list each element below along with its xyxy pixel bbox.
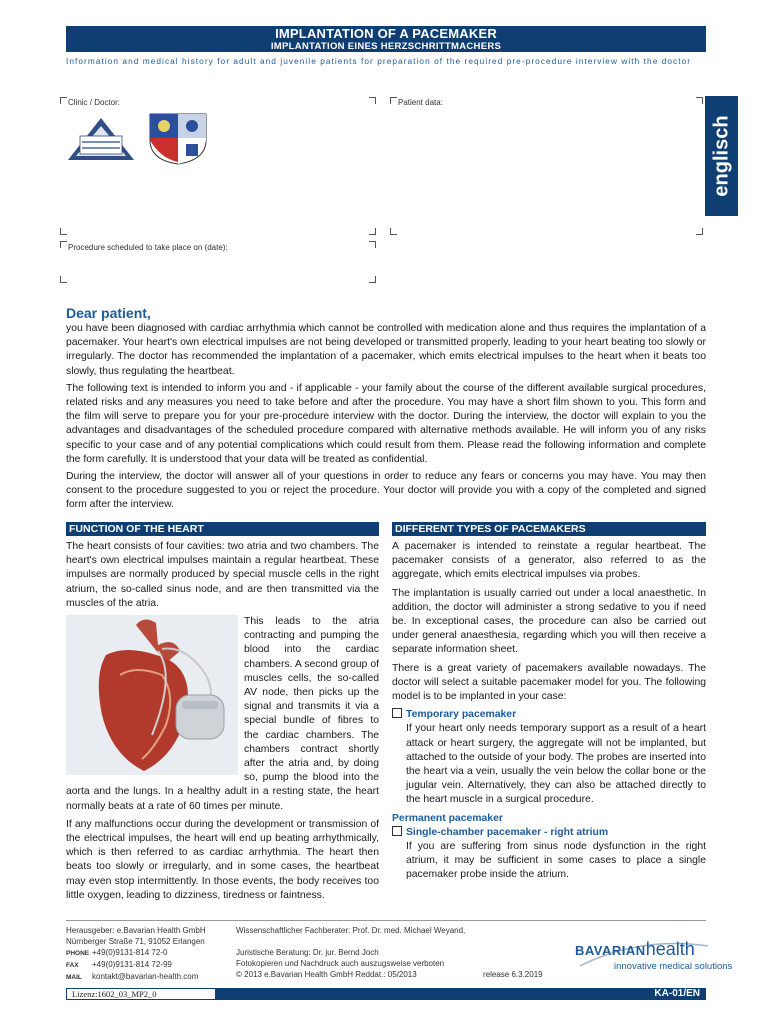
- mail-label: MAIL: [66, 974, 82, 981]
- field-corner: [60, 228, 67, 235]
- phone-label: PHONE: [66, 950, 90, 957]
- paragraph: A pacemaker is intended to reinstate a regular heartbeat. The pacemaker consists of a generator, also referred to as the aggregate, which emits electrical impulses via probes.: [392, 541, 706, 581]
- field-corner: [60, 97, 67, 104]
- brand-logo: [575, 939, 695, 960]
- copy-notice: Fotokopieren und Nachdruck auch auszugsweise verboten: [236, 959, 445, 968]
- intro-paragraph: During the interview, the doctor will answer all of your questions in order to reduce any fears or concerns you may have. You may then consent to the procedure suggested to you or reject the procedure. Your doctor will provide you with a copy of the completed and signed form after the interview.: [66, 471, 706, 511]
- title-banner: [66, 26, 706, 52]
- publisher-info: [66, 925, 226, 983]
- paragraph: If any malfunctions occur during the development or transmission of the electrical impulses, the heart will end up beating arrhythmically, which is then referred to as cardiac arrhythmia. The heart then beats too slowly or irregularly, and in some cases, the heartbeat may even stop intermittently. In those events, the body receives too little oxygen, leading to dizziness, tiredness or faintness.: [66, 818, 379, 901]
- section-heading-pacemakers: DIFFERENT TYPES OF PACEMAKERS: [392, 522, 706, 536]
- brand-name-a: BAVARIAN: [575, 943, 646, 958]
- paragraph: The heart consists of four cavities: two atria and two chambers. The heart's own electrical impulses maintain a regular heartbeat. These impulses are normally produced by special muscle cells in the right atrium, the so-called sinus node, and are then transmitted via the muscles of the atria.: [66, 541, 379, 609]
- mail-row: [66, 971, 226, 983]
- intro-paragraph: The following text is intended to inform you and - if applicable - your family about the course of the different available surgical procedures, related risks and any measures you need to take before and after the procedure. You may have a short film shown to you. This form and the film will serve to prepare you for your pre-procedure interview with the doctor. During the interview, the doctor will explain to you the advantages and disadvantages of the scheduled procedure compared with alternative methods available. He will inform you of any risks specific to your case and of any potential complications which could result from them. Please read the following information and complete the form carefully. It is understood that your data will be treated as confidential.: [66, 382, 706, 465]
- coat-of-arms-icon: [146, 110, 210, 166]
- heart-function-text: [66, 540, 379, 907]
- bottom-bar: [66, 988, 706, 1000]
- phone-row: [66, 947, 226, 959]
- fax-label: FAX: [66, 962, 79, 969]
- field-corner: [390, 228, 397, 235]
- scientific-advisor: Wissenschaftlicher Fachberater: Prof. Dr. med. Michael Weyand,: [236, 926, 466, 935]
- clinic-label: Clinic / Doctor:: [68, 98, 121, 107]
- option-single-chamber: [392, 826, 706, 840]
- release-date: release 6.3.2019: [483, 970, 543, 979]
- paragraph: There is a great variety of pacemakers available nowadays. The doctor will select a suitable pacemaker model for you. The following model is to be implanted in your case:: [392, 662, 706, 703]
- patient-label: Patient data:: [398, 98, 443, 107]
- license-code: Lizenz:1602_03_MP2_0: [66, 988, 216, 1000]
- pacemaker-types-text: [392, 540, 706, 887]
- fax-row: [66, 959, 226, 971]
- language-label: englisch: [710, 115, 732, 197]
- phone-value: +49(0)9131-814 72-0: [92, 948, 168, 957]
- paragraph: The implantation is usually carried out under a local anaesthetic. In addition, the doctor will administer a strong sedative to you if need be. In exceptional cases, the procedure can also be carried out under general anaesthesia, regarding which you will then receive a separate information sheet.: [392, 587, 706, 656]
- greeting: Dear patient,: [66, 305, 151, 321]
- field-corner: [369, 97, 376, 104]
- document-tagline: Information and medical history for adult and juvenile patients for preparation of the required pre-procedure interview with the doctor: [66, 56, 692, 66]
- language-tab: [705, 96, 738, 216]
- paragraph: This leads to the atria contracting and pumping the blood into the cardiac chambers. A second group of muscles cells, the so-called AV node, then picks up the signal and transmits it via a special bundle of fibres to the cardiac chambers. The chambers contract shortly after the atria and, by doing so, pump the blood into the aorta and the lungs. In a healthy adult in a resting state, the heart normally beats at a rate of 60 times per minute.: [66, 616, 379, 812]
- copyright: © 2013 e.Bavarian Health GmbH Reddat.: 05/2013: [236, 970, 417, 979]
- publisher: Herausgeber: e.Bavarian Health GmbH: [66, 926, 206, 935]
- footer-divider: [66, 920, 706, 921]
- field-corner: [369, 228, 376, 235]
- legal-advisor: Juristische Beratung: Dr. jur. Bernd Joch: [236, 948, 379, 957]
- advisor-info: [236, 925, 496, 980]
- field-corner: [60, 276, 67, 283]
- field-corner: [390, 97, 397, 104]
- field-corner: [696, 228, 703, 235]
- field-corner: [60, 241, 67, 248]
- single-chamber-checkbox[interactable]: [392, 826, 402, 836]
- temporary-pacemaker-label: Temporary pacemaker: [406, 709, 517, 721]
- document-code: KA-01/EN: [654, 988, 700, 999]
- document-subtitle-german: IMPLANTATION EINES HERZSCHRITTMACHERS: [270, 41, 502, 52]
- mail-link[interactable]: kontakt@bavarian-health.com: [92, 972, 199, 981]
- temporary-pacemaker-checkbox[interactable]: [392, 708, 402, 718]
- paragraph: If you are suffering from sinus node dysfunction in the right atrium, it may be sufficient in some cases to place a single pacemaker probe inside the atrium.: [406, 841, 706, 881]
- option-temporary: [392, 708, 706, 722]
- field-corner: [696, 97, 703, 104]
- field-corner: [369, 241, 376, 248]
- document-title: IMPLANTATION OF A PACEMAKER: [275, 26, 497, 41]
- fax-value: +49(0)9131-814 72-99: [92, 960, 172, 969]
- brand-tagline: innovative medical solutions: [614, 961, 733, 972]
- clinic-logo: [66, 116, 136, 162]
- publisher-address: Nürnberger Straße 71, 91052 Erlangen: [66, 937, 205, 946]
- single-chamber-label: Single-chamber pacemaker - right atrium: [406, 826, 609, 838]
- section-heading-heart: FUNCTION OF THE HEART: [66, 522, 379, 536]
- paragraph: If your heart only needs temporary support as a result of a heart attack or heart surgery, the aggregate will not be implanted, but attached to the outside of your body. The probes are inserted into the heart via a vein, usually the vein below the collar bone or the jugular vein. Alternatively, they can also be attached directly to the heart muscle in a surgical procedure.: [406, 723, 706, 806]
- field-corner: [369, 276, 376, 283]
- intro-paragraph: you have been diagnosed with cardiac arrhythmia which cannot be controlled with medication alone and thus requires the implantation of a pacemaker. Your heart's own electrical impulses are not being developed or transmitted properly, leading to your heart beating too slowly or irregularly. The doctor has recommended the implantation of a pacemaker, which emits electrical impulses to the heart when it beats too slowly, thus regulating the heartbeat.: [66, 323, 706, 377]
- procedure-date-label: Procedure scheduled to take place on (date):: [68, 243, 228, 252]
- heart-pacemaker-illustration: [66, 615, 238, 775]
- brand-name-b: health: [645, 939, 695, 959]
- intro-text: [66, 322, 706, 516]
- permanent-pacemaker-heading: Permanent pacemaker: [392, 812, 503, 824]
